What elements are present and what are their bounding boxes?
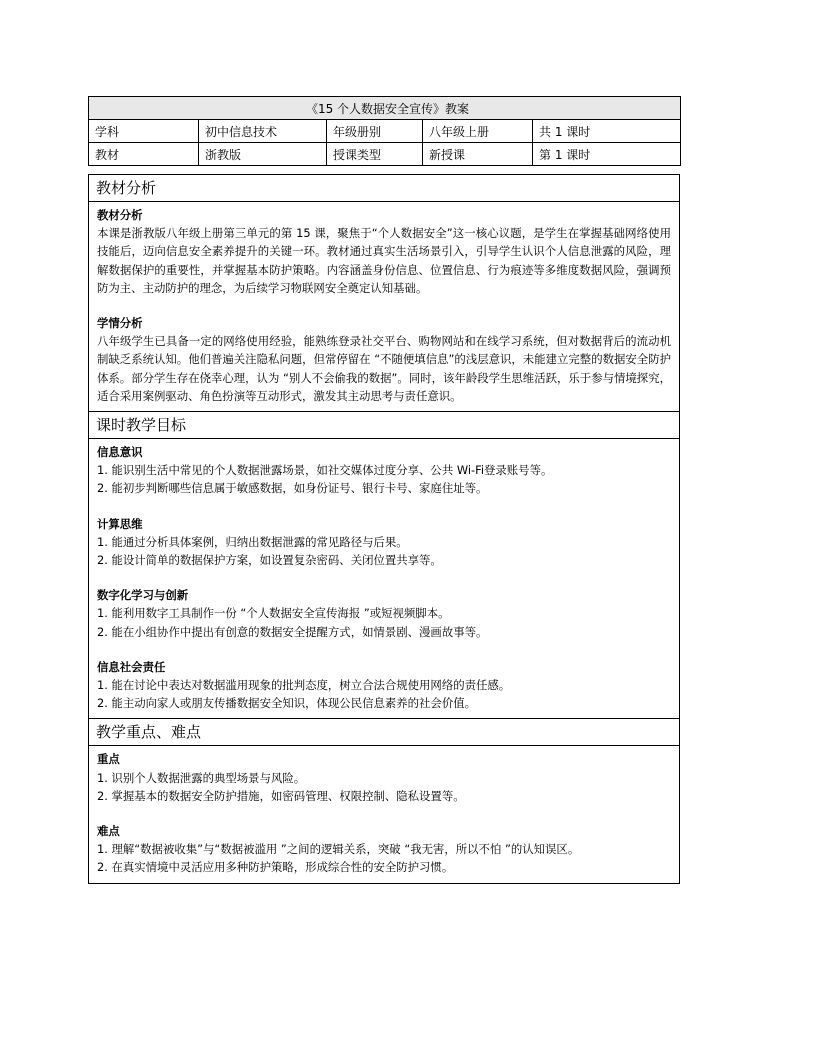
section-heading: 教材分析 <box>89 175 679 202</box>
list-item: 2. 能在小组协作中提出有创意的数据安全提醒方式，如情景剧、漫画故事等。 <box>97 624 488 639</box>
info-cell: 学科 <box>89 120 199 143</box>
list-item: 2. 能设计简单的数据保护方案，如设置复杂密码、关闭位置共享等。 <box>97 553 442 568</box>
lesson-plan-document <box>88 96 680 884</box>
info-cell: 第 1 课时 <box>533 143 681 166</box>
info-cell: 教材 <box>89 143 199 166</box>
info-row <box>89 143 681 166</box>
subsection-label: 信息意识 <box>97 445 143 460</box>
info-cell: 年级册别 <box>327 120 423 143</box>
list-item: 2. 能初步判断哪些信息属于敏感数据，如身份证号、银行卡号、家庭住址等。 <box>97 481 488 496</box>
info-cell: 共 1 课时 <box>533 120 681 143</box>
info-cell: 新授课 <box>423 143 533 166</box>
list-item: 2. 在真实情境中灵活应用多种防护策略，形成综合性的安全防护习惯。 <box>97 860 454 875</box>
subsection-label: 教材分析 <box>97 208 143 222</box>
list-item: 1. 能通过分析具体案例，归纳出数据泄露的常见路径与后果。 <box>97 534 408 549</box>
subsection-label: 难点 <box>97 824 120 839</box>
list-item: 2. 能主动向家人或朋友传播数据安全知识，体现公民信息素养的社会价值。 <box>97 696 476 711</box>
document-title: 《15 个人数据安全宣传》教案 <box>89 97 681 120</box>
analysis-section <box>88 174 680 412</box>
info-cell: 八年级上册 <box>423 120 533 143</box>
subsection-label: 学情分析 <box>97 316 143 331</box>
paragraph: 八年级学生已具备一定的网络使用经验，能熟练登录社交平台、购物网站和在线学习系统，但对数据背后的流动机制缺乏系统认知。他们普遍关注隐私问题，但常停留在 “不随便填信息”的浅层意识，未能建立完整的数据安全防护体系。部分学生存在侥幸心理，认为 “别人不会偷我的数据”。同时，该年龄段学生思维活跃，乐于参与情境探究，适合采用案例驱动、角色扮演等互动形式，激发其主动思考与责任意识。 <box>97 334 671 403</box>
list-item: 1. 能利用数字工具制作一份 “个人数据安全宣传海报 ”或短视频脚本。 <box>97 606 450 621</box>
paragraph: 本课是浙教版八年级上册第三单元的第 15 课，聚焦于“个人数据安全”这一核心议题，是学生在掌握基础网络使用技能后，迈向信息安全素养提升的关键一环。教材通过真实生活场景引入，引导学生认识个人信息泄露的风险，理解数据保护的重要性，并掌握基本防护策略。内容涵盖身份信息、位置信息、行为痕迹等多维度数据风险，强调预防为主、主动防护的理念，为后续学习物联网安全奠定认知基础。 <box>97 226 671 295</box>
list-item: 1. 识别个人数据泄露的典型场景与风险。 <box>97 770 306 785</box>
subsection-label: 信息社会责任 <box>97 659 166 674</box>
list-item: 1. 能识别生活中常见的个人数据泄露场景，如社交媒体过度分享、公共 Wi-Fi登录账号等。 <box>97 463 553 478</box>
goals-section <box>88 412 680 719</box>
info-row <box>89 120 681 143</box>
section-heading: 课时教学目标 <box>89 412 679 439</box>
list-item: 1. 能在讨论中表达对数据滥用现象的批判态度，树立合法合规使用网络的责任感。 <box>97 678 511 693</box>
subsection-label: 数字化学习与创新 <box>97 588 189 603</box>
list-item: 1. 理解“数据被收集”与“数据被滥用 ”之间的逻辑关系，突破 “我无害，所以不怕 ”的认知误区。 <box>97 842 580 857</box>
info-cell: 初中信息技术 <box>199 120 327 143</box>
info-table <box>88 96 681 166</box>
key-points-section <box>88 719 680 883</box>
subsection-label: 计算思维 <box>97 516 143 531</box>
list-item: 2. 掌握基本的数据安全防护措施，如密码管理、权限控制、隐私设置等。 <box>97 788 465 803</box>
info-cell: 浙教版 <box>199 143 327 166</box>
info-cell: 授课类型 <box>327 143 423 166</box>
subsection-label: 重点 <box>97 752 120 767</box>
section-heading: 教学重点、难点 <box>89 719 679 746</box>
